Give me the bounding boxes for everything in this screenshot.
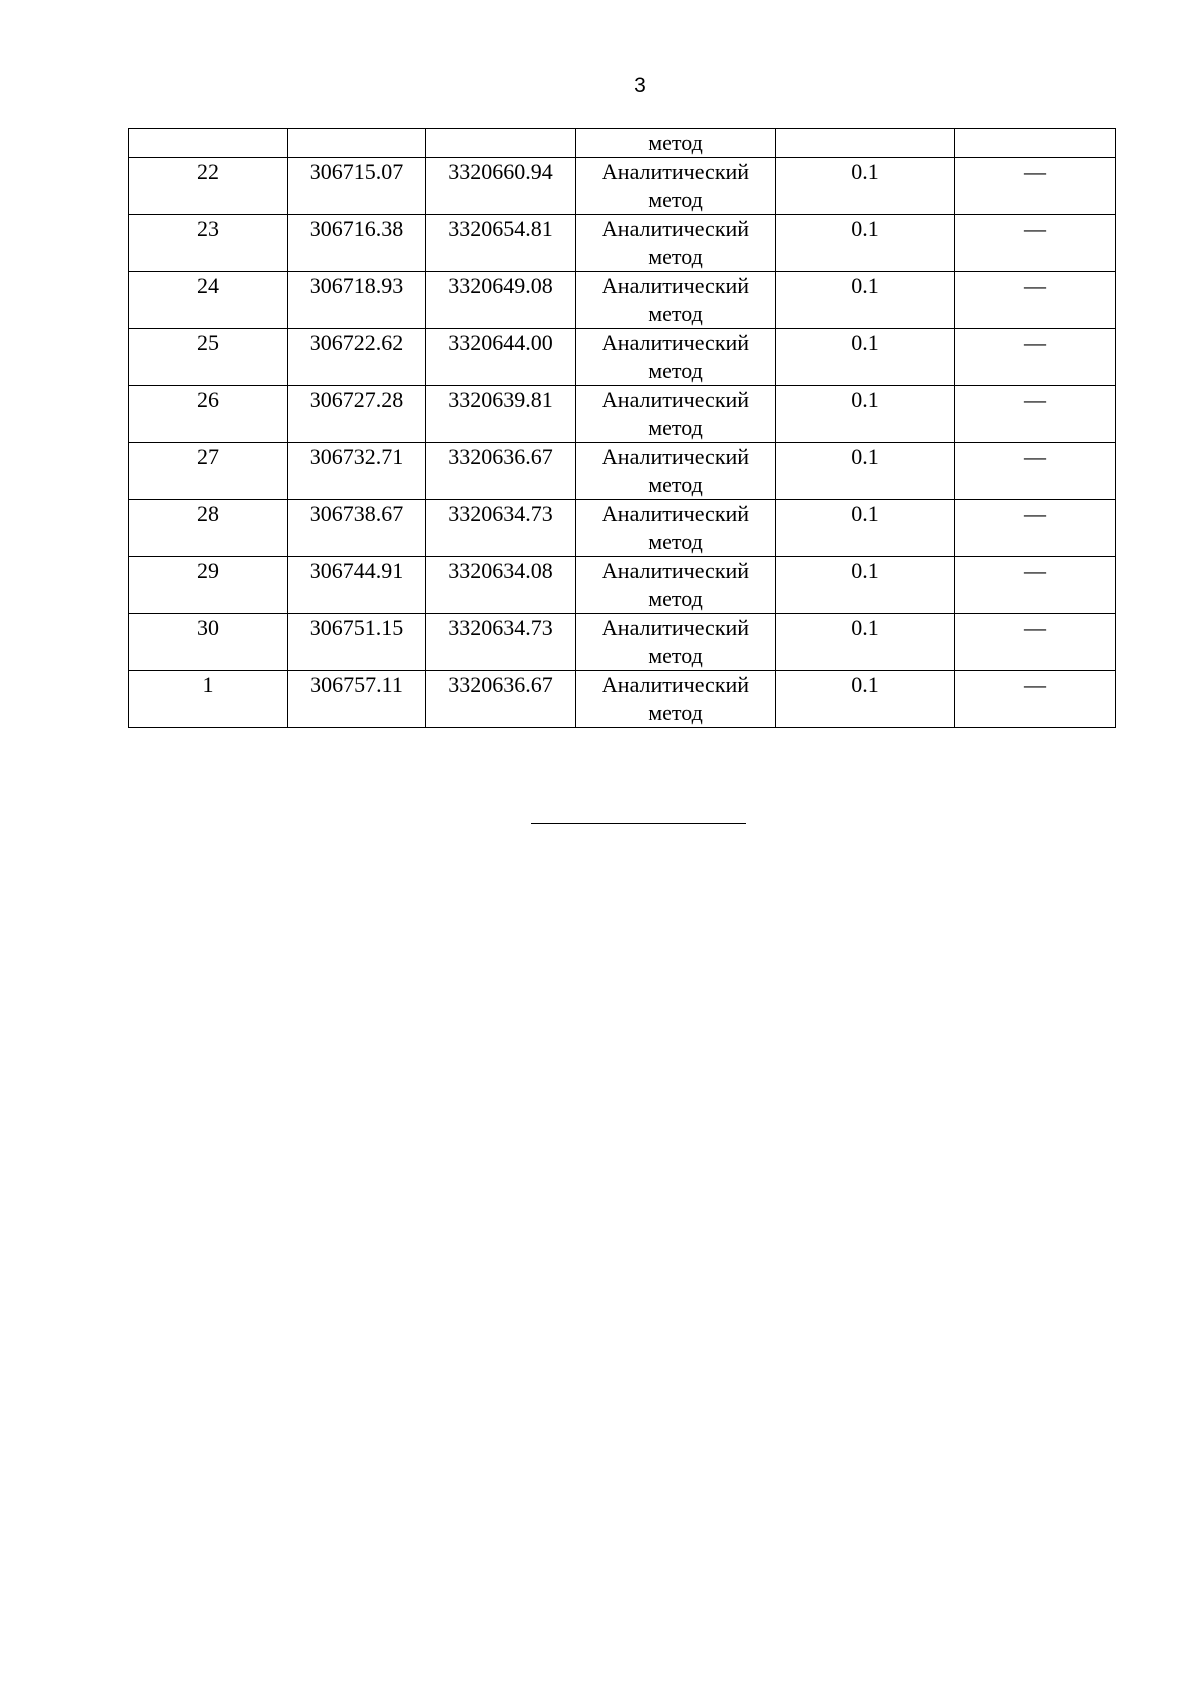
table-cell: метод [576, 129, 776, 158]
table-row [129, 329, 1116, 386]
accuracy-cell: 0.1 [776, 329, 955, 386]
x-coordinate-cell: 306744.91 [288, 557, 426, 614]
table-row [129, 386, 1116, 443]
method-cell [576, 557, 776, 614]
x-coordinate-cell: 306722.62 [288, 329, 426, 386]
accuracy-cell: 0.1 [776, 158, 955, 215]
method-text: метод [648, 301, 703, 326]
accuracy-cell: 0.1 [776, 557, 955, 614]
accuracy-cell: 0.1 [776, 443, 955, 500]
method-text: Аналитический [601, 159, 750, 184]
y-coordinate-cell: 3320644.00 [426, 329, 576, 386]
y-coordinate-cell: 3320636.67 [426, 671, 576, 728]
accuracy-cell: 0.1 [776, 614, 955, 671]
page-number: 3 [634, 74, 646, 97]
accuracy-cell: 0.1 [776, 272, 955, 329]
point-number-cell: 29 [129, 557, 288, 614]
method-cell [576, 272, 776, 329]
y-coordinate-cell: 3320639.81 [426, 386, 576, 443]
method-text: метод [648, 472, 703, 497]
table-row [129, 500, 1116, 557]
x-coordinate-cell: 306715.07 [288, 158, 426, 215]
point-number-cell: 28 [129, 500, 288, 557]
x-coordinate-cell: 306751.15 [288, 614, 426, 671]
method-cell [576, 671, 776, 728]
method-text: Аналитический [601, 558, 750, 583]
x-coordinate-cell: 306727.28 [288, 386, 426, 443]
method-text: метод [648, 415, 703, 440]
method-text: метод [648, 700, 703, 725]
method-text: метод [648, 586, 703, 611]
note-cell: — [955, 272, 1116, 329]
x-coordinate-cell: 306716.38 [288, 215, 426, 272]
note-cell: — [955, 158, 1116, 215]
note-cell: — [955, 557, 1116, 614]
method-cell [576, 443, 776, 500]
point-number-cell: 22 [129, 158, 288, 215]
point-number-cell: 25 [129, 329, 288, 386]
table-row [129, 614, 1116, 671]
point-number-cell: 26 [129, 386, 288, 443]
y-coordinate-cell: 3320636.67 [426, 443, 576, 500]
method-text: метод [648, 244, 703, 269]
note-cell: — [955, 671, 1116, 728]
table-row [129, 158, 1116, 215]
note-cell: — [955, 215, 1116, 272]
note-cell: — [955, 614, 1116, 671]
point-number-cell: 1 [129, 671, 288, 728]
accuracy-cell: 0.1 [776, 386, 955, 443]
accuracy-cell: 0.1 [776, 671, 955, 728]
table-cell [129, 129, 288, 158]
point-number-cell: 23 [129, 215, 288, 272]
end-divider-line [531, 823, 746, 824]
x-coordinate-cell: 306732.71 [288, 443, 426, 500]
note-cell: — [955, 500, 1116, 557]
table-row [129, 215, 1116, 272]
method-cell [576, 215, 776, 272]
method-text: метод [648, 643, 703, 668]
y-coordinate-cell: 3320660.94 [426, 158, 576, 215]
method-cell [576, 386, 776, 443]
note-cell: — [955, 329, 1116, 386]
method-text: Аналитический [601, 330, 750, 355]
table-row [129, 557, 1116, 614]
method-text: Аналитический [601, 615, 750, 640]
table-cell [955, 129, 1116, 158]
y-coordinate-cell: 3320634.08 [426, 557, 576, 614]
method-text: метод [648, 187, 703, 212]
coordinates-table [128, 128, 1116, 728]
x-coordinate-cell: 306757.11 [288, 671, 426, 728]
method-text: Аналитический [601, 387, 750, 412]
table-cell [288, 129, 426, 158]
point-number-cell: 24 [129, 272, 288, 329]
note-cell: — [955, 386, 1116, 443]
table-row-continuation [129, 129, 1116, 158]
method-text: Аналитический [601, 216, 750, 241]
table-row [129, 272, 1116, 329]
method-cell [576, 158, 776, 215]
method-text: метод [648, 358, 703, 383]
table-row [129, 443, 1116, 500]
y-coordinate-cell: 3320634.73 [426, 614, 576, 671]
method-text: Аналитический [601, 501, 750, 526]
table-cell [776, 129, 955, 158]
point-number-cell: 30 [129, 614, 288, 671]
method-cell [576, 614, 776, 671]
y-coordinate-cell: 3320634.73 [426, 500, 576, 557]
table-cell [426, 129, 576, 158]
x-coordinate-cell: 306738.67 [288, 500, 426, 557]
accuracy-cell: 0.1 [776, 215, 955, 272]
y-coordinate-cell: 3320654.81 [426, 215, 576, 272]
note-cell: — [955, 443, 1116, 500]
y-coordinate-cell: 3320649.08 [426, 272, 576, 329]
point-number-cell: 27 [129, 443, 288, 500]
accuracy-cell: 0.1 [776, 500, 955, 557]
method-cell [576, 500, 776, 557]
method-text: Аналитический [601, 672, 750, 697]
x-coordinate-cell: 306718.93 [288, 272, 426, 329]
method-cell [576, 329, 776, 386]
table-row [129, 671, 1116, 728]
coordinates-table-body [129, 129, 1116, 728]
method-text: Аналитический [601, 444, 750, 469]
method-text: Аналитический [601, 273, 750, 298]
method-text: метод [648, 529, 703, 554]
